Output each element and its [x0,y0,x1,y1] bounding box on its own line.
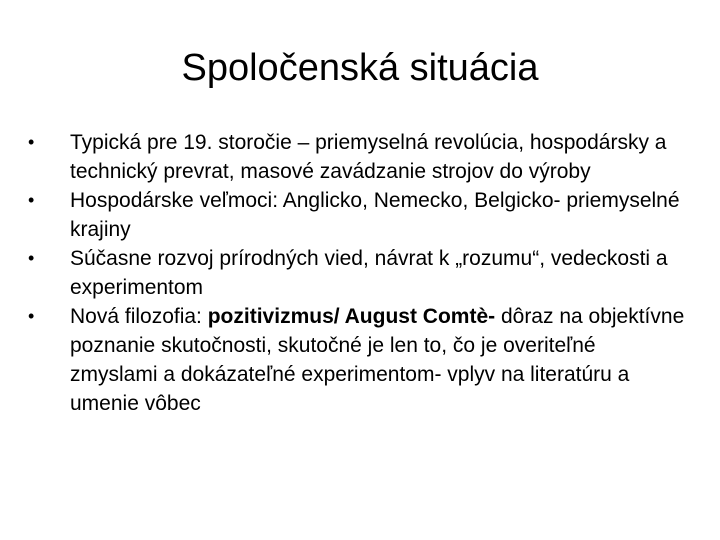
bullet-text-prefix: Nová filozofia: [70,305,208,328]
bullet-icon: • [28,248,35,268]
bullet-item-industrial-revolution [28,128,688,186]
bullet-text: Hospodárske veľmoci: Anglicko, Nemecko, Belgicko- priemyselné krajiny [70,189,680,241]
bullet-list [28,128,688,418]
bullet-text: Typická pre 19. storočie – priemyselná revolúcia, hospodársky a technický prevrat, masové zavádzanie strojov do výroby [70,131,667,183]
bullet-text: Súčasne rozvoj prírodných vied, návrat k „rozumu“, vedeckosti a experimentom [70,247,668,299]
slide-title: Spoločenská situácia [181,47,539,89]
bullet-icon: • [28,306,35,326]
bullet-item-economic-powers [28,186,688,244]
bullet-icon: • [28,132,35,152]
bullet-icon: • [28,190,35,210]
bullet-item-science-development [28,244,688,302]
bullet-item-new-philosophy [28,302,688,418]
bullet-text-suffix: dôraz na objektívne poznanie skutočnosti, skutočné je len to, čo je overiteľné zmyslami a dokázateľné experimentom- vplyv na literatúru a umenie vôbec [70,305,685,415]
bullet-text-bold: pozitivizmus/ August Comtè- [207,305,496,328]
